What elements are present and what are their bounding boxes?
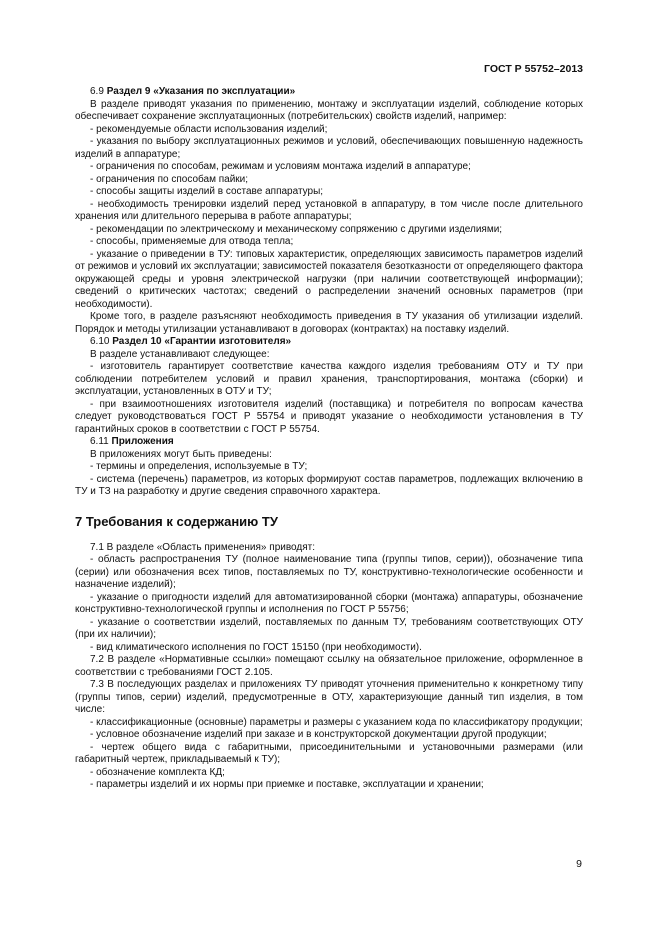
- list-item: - рекомендуемые области использования изделий;: [90, 123, 328, 135]
- list-item: - классификационные (основные) параметры и размеры с указанием кода по классификатору продукции;: [90, 716, 583, 728]
- list-item: - вид климатического исполнения по ГОСТ 15150 (при необходимости).: [90, 641, 422, 653]
- list-item: - способы защиты изделий в составе аппаратуры;: [90, 186, 324, 197]
- paragraph: В приложениях могут быть приведены:: [90, 448, 272, 460]
- list-item: - ограничения по способам пайки;: [90, 173, 249, 185]
- paragraph: Кроме того, в разделе разъясняют необходимость приведения в ТУ указания об утилизации изделий. Порядок и методы утилизации устанавливают в договорах (контрактах) на поставку изделий.: [75, 311, 583, 335]
- list-item: - термины и определения, используемые в ТУ;: [90, 461, 308, 472]
- list-item: - система (перечень) параметров, из которых формируют состав параметров, подлежащих включению в ТУ и ТЗ на разработку и другие сведения справочного характера.: [75, 473, 583, 497]
- list-item: - рекомендации по электрическому и механическому сопряжению с другими изделиями;: [90, 223, 503, 235]
- list-item: - ограничения по способам, режимам и условиям монтажа изделий в аппаратуре;: [90, 161, 471, 172]
- list-item: - указание о пригодности изделий для автоматизированной сборки (монтажа) аппаратуры, обозначение конструктивно-технологической группы и исполнения по ГОСТ Р 55756;: [75, 591, 583, 615]
- list-item: - параметры изделий и их нормы при приемке и поставке, эксплуатации и хранении;: [90, 779, 484, 790]
- paragraph: 7.2 В разделе «Нормативные ссылки» помещают ссылку на обязательное приложение, оформленное в соответствии с требованиями ГОСТ 2.105.: [75, 654, 583, 678]
- list-item: - указание о приведении в ТУ: типовых характеристик, определяющих зависимость параметров изделий от режимов и условий их эксплуатации; зависимостей показателя безотказности от определяющего фактора окружающей среды и уровня электрической нагрузки (при наличии соответствующей информации); сведений о критических частотах; сведений о распределении значений основных параметров (при необходимости).: [75, 248, 583, 310]
- section-6-11-title: 6.11 Приложения: [90, 436, 174, 447]
- list-item: - условное обозначение изделий при заказе и в конструкторской документации другой продукции;: [90, 729, 547, 740]
- list-item: - указания по выбору эксплуатационных режимов и условий, обеспечивающих повышенную надежность изделий в аппаратуре;: [75, 136, 583, 160]
- list-item: - при взаимоотношениях изготовителя изделий (поставщика) и потребителя по вопросам качества следует руководствоваться ГОСТ Р 55754 и приводят указание о необходимости установления в ТУ гарантийных сроков в соответствии с ГОСТ Р 55754.: [75, 398, 583, 435]
- list-item: - необходимость тренировки изделий перед установкой в аппаратуру, в том числе после длительного хранения или длительного перерыва в работе аппаратуры;: [75, 198, 583, 222]
- list-item: - изготовитель гарантирует соответствие качества каждого изделия требованиям ОТУ и ТУ при соблюдении потребителем условий и правил хранения, транспортирования, монтажа (сборки) и эксплуатации, установленных в ОТУ и ТУ;: [75, 361, 583, 397]
- list-item: - способы, применяемые для отвода тепла;: [90, 236, 294, 247]
- paragraph: 7.1 В разделе «Область применения» приводят:: [90, 541, 315, 553]
- list-item: - область распространения ТУ (полное наименование типа (группы типов, серии)), обозначение типа (серии) или обозначения всех типов, поставляемых по ТУ, конструктивно-технологические особенности и назначение изделий);: [75, 554, 583, 590]
- page-number: 9: [576, 858, 582, 870]
- list-item: - указание о соответствии изделий, поставляемых по данным ТУ, требованиям соответствующих ОТУ (при их наличии);: [75, 616, 583, 640]
- document-body: [75, 86, 583, 792]
- section-6-10-title: 6.10 Раздел 10 «Гарантии изготовителя»: [90, 336, 292, 347]
- paragraph: В разделе приводят указания по применению, монтажу и эксплуатации изделий, соблюдение которых обеспечивает сохранение эксплуатационных (потребительских) свойств изделий, например:: [75, 98, 583, 122]
- list-item: - обозначение комплекта КД;: [90, 766, 225, 778]
- list-item: - чертеж общего вида с габаритными, присоединительными и установочными размерами (или габаритный чертеж, прикладываемый к ТУ);: [75, 741, 583, 765]
- document-header: ГОСТ Р 55752–2013: [484, 63, 583, 75]
- section-6-9-title: 6.9 Раздел 9 «Указания по эксплуатации»: [90, 86, 296, 97]
- section-7-heading: 7 Требования к содержанию ТУ: [75, 513, 278, 529]
- paragraph: В разделе устанавливают следующее:: [90, 348, 270, 360]
- paragraph: 7.3 В последующих разделах и приложениях ТУ приводят уточнения применительно к конкретному типу (группы типов, серии) изделий, предусмотренные в ОТУ, характеризующие данный тип изделия, в том числе:: [75, 679, 583, 715]
